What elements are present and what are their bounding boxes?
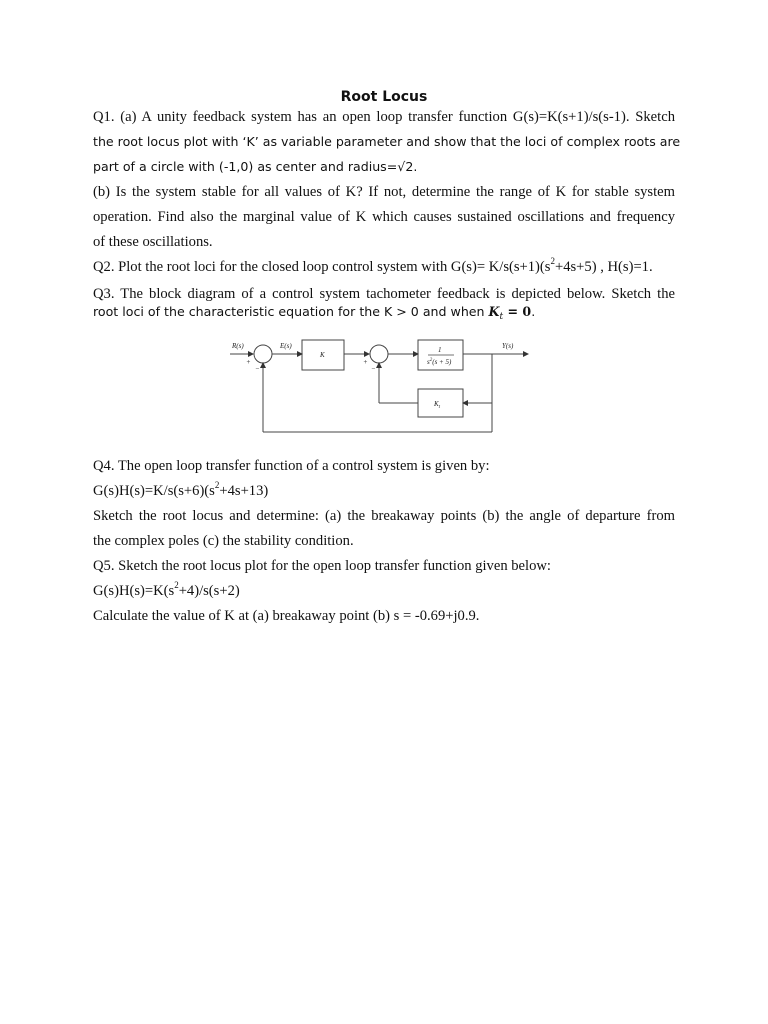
q3-line-2-end: . bbox=[531, 304, 536, 319]
q4-formula-after: +4s+13) bbox=[219, 483, 269, 499]
plant-denominator: $s^2(s + 5)$ bbox=[427, 358, 452, 366]
input-label: R(s) bbox=[232, 342, 244, 350]
q4-line-4: the complex poles (c) the stability condition. bbox=[93, 533, 354, 549]
junction-1-minus: − bbox=[255, 365, 260, 373]
junction-2-minus: − bbox=[371, 365, 376, 373]
summing-junction-2 bbox=[370, 345, 388, 363]
q3-line-1: Q3. The block diagram of a control system tachometer feedback is depicted below. Sketch the bbox=[93, 286, 675, 302]
q1-b-line-2: operation. Find also the marginal value of K which causes sustained oscillations and frequency bbox=[93, 209, 675, 225]
plant-numerator: 1 bbox=[438, 346, 442, 354]
q1-a-line-3: part of a circle with (-1,0) as center and radius=√2. bbox=[93, 159, 418, 174]
q1-a-line-2: the root locus plot with ‘K’ as variable parameter and show that the loci of complex roots are bbox=[93, 134, 681, 149]
q3-line-2-text: root loci of the characteristic equation for the K > 0 and when bbox=[93, 304, 489, 319]
q1-b-line-1: (b) Is the system stable for all values of K? If not, determine the range of K for stable system bbox=[93, 184, 675, 200]
page-title: Root Locus bbox=[340, 89, 428, 105]
error-label: E(s) bbox=[280, 342, 292, 350]
output-label: Y(s) bbox=[502, 342, 514, 350]
tachometer-block bbox=[418, 389, 463, 417]
q5-formula bbox=[93, 581, 675, 601]
q3-line-2 bbox=[93, 302, 675, 324]
q3-kt-symbol: $K_t = 0$ bbox=[488, 304, 532, 322]
junction-1-plus: + bbox=[246, 358, 251, 366]
q4-formula-superscript: 2 bbox=[214, 480, 220, 491]
junction-2-plus: + bbox=[363, 358, 368, 366]
q4-formula bbox=[93, 481, 675, 501]
q2-line bbox=[93, 257, 675, 277]
q5-formula-before: G(s)H(s)=K(s bbox=[93, 583, 175, 599]
q4-formula-before: G(s)H(s)=K/s(s+6)(s bbox=[93, 483, 215, 499]
q5-formula-superscript: 2 bbox=[174, 580, 179, 591]
q1-a-line-1: Q1. (a) A unity feedback system has an open loop transfer function G(s)=K(s+1)/s(s-1). Sketch bbox=[93, 109, 675, 125]
q2-text-after: +4s+5) , H(s)=1. bbox=[554, 259, 653, 275]
block-diagram bbox=[222, 333, 542, 443]
q4-line-1: Q4. The open loop transfer function of a control system is given by: bbox=[93, 458, 490, 474]
q4-line-3: Sketch the root locus and determine: (a) the breakaway points (b) the angle of departure from bbox=[93, 508, 675, 524]
q1-b-line-3: of these oscillations. bbox=[93, 234, 213, 250]
q2-text-before: Q2. Plot the root loci for the closed loop control system with G(s)= K/s(s+1)(s bbox=[93, 259, 551, 275]
q5-line-1: Q5. Sketch the root locus plot for the open loop transfer function given below: bbox=[93, 558, 551, 574]
q2-superscript: 2 bbox=[550, 256, 555, 267]
tachometer-label: $K_t$ bbox=[434, 400, 441, 410]
summing-junction-1 bbox=[254, 345, 272, 363]
q5-line-3: Calculate the value of K at (a) breakaway point (b) s = -0.69+j0.9. bbox=[93, 608, 480, 624]
q5-formula-after: +4)/s(s+2) bbox=[178, 583, 240, 599]
gain-label: K bbox=[320, 351, 325, 359]
